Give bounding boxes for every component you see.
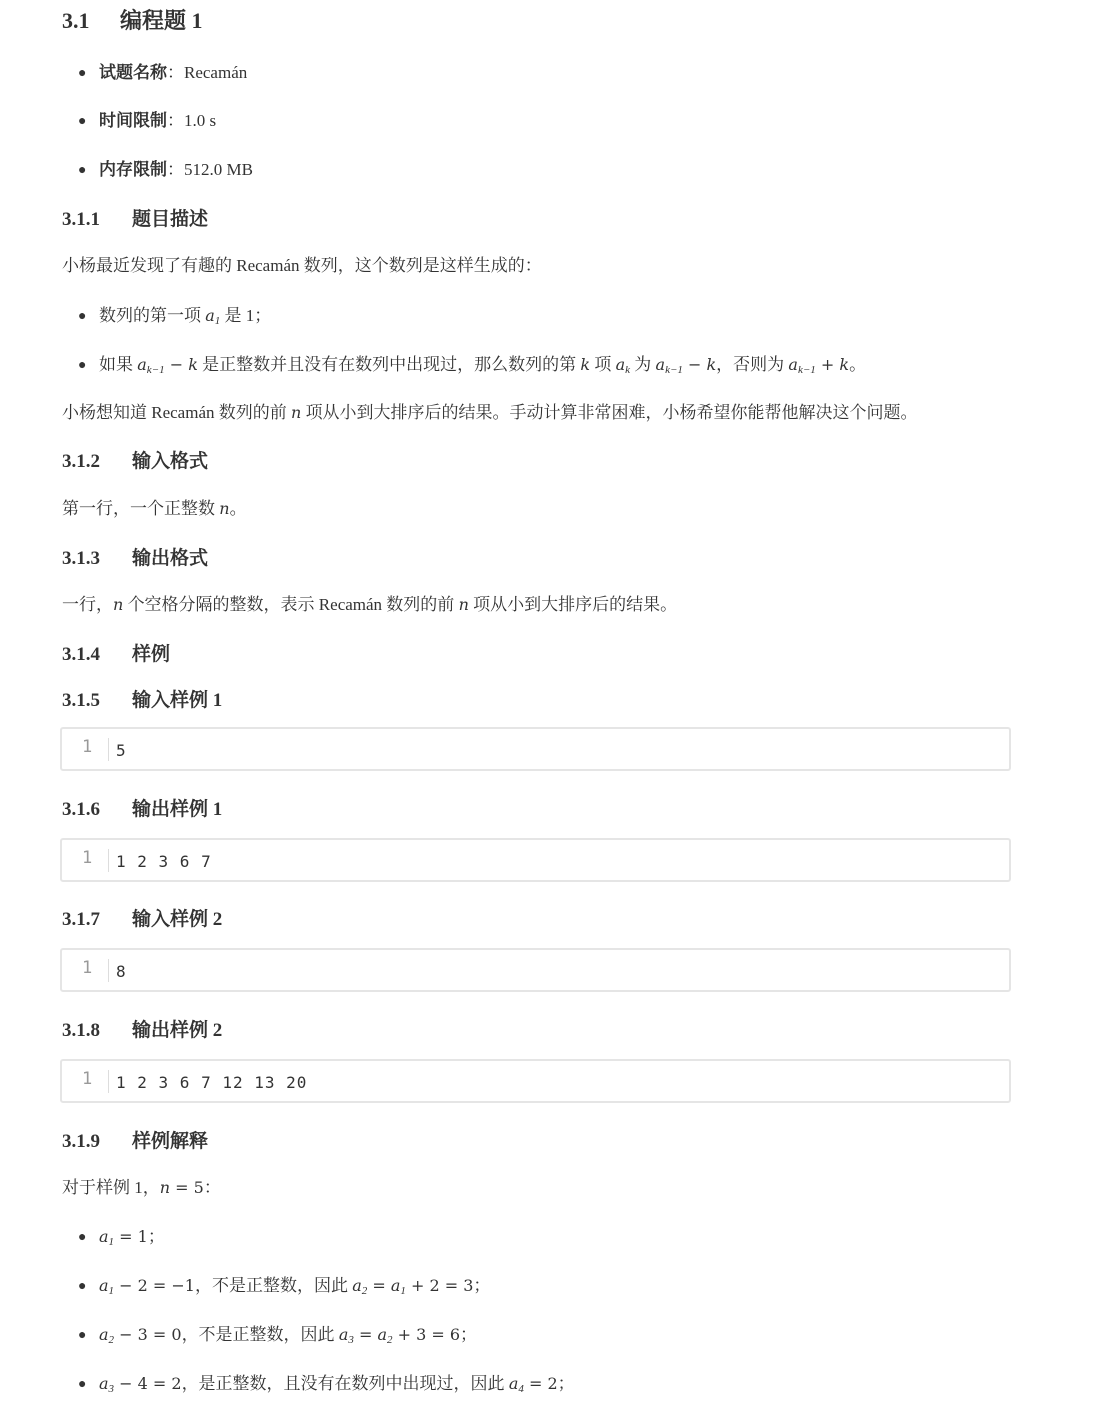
math-var: a <box>655 355 666 374</box>
text: 小杨想知道 Recamán 数列的前 <box>62 403 291 422</box>
subsection-heading-output-sample-2 <box>62 1015 222 1042</box>
subsection-heading-explanation <box>62 1126 208 1153</box>
gutter-divider <box>108 1070 109 1093</box>
math-expr: − 3 = 0 <box>114 1325 182 1344</box>
math-var: a <box>377 1325 387 1344</box>
math-sub: 4 <box>518 1383 524 1395</box>
code-text[interactable]: 8 <box>116 962 127 981</box>
rule-text: 是正整数并且没有在数列中出现过，那么数列的第 <box>197 355 581 374</box>
math-var: a <box>615 355 626 374</box>
description-intro: 小杨最近发现了有趣的 Recamán 数列，这个数列是这样生成的： <box>62 256 542 275</box>
output-format-text <box>62 590 677 615</box>
math-sub: 3 <box>348 1334 354 1346</box>
subsection-number: 3.1.9 <box>62 1131 100 1152</box>
subsection-title: 题目描述 <box>132 209 209 230</box>
math-sub: 1 <box>108 1285 115 1297</box>
rule-text: 为 <box>630 355 656 374</box>
subsection-number: 3.1.8 <box>62 1020 100 1041</box>
line-number: 1 <box>82 958 93 978</box>
math-expr: − 2 = −1 <box>114 1276 195 1295</box>
text: 个空格分隔的整数，表示 Recamán 数列的前 <box>123 595 459 614</box>
text: ； <box>557 1374 575 1393</box>
math-expr: + k <box>815 355 850 374</box>
math-var: a <box>137 355 147 374</box>
math-var: a <box>788 355 798 374</box>
math-sub: k−1 <box>665 364 683 376</box>
line-number: 1 <box>82 1069 93 1089</box>
description-task <box>62 398 918 423</box>
code-block-output-1[interactable] <box>60 838 1011 882</box>
subsection-title: 样例解释 <box>132 1131 209 1152</box>
meta-item-name: ● 试题名称：Recamán <box>78 63 248 82</box>
text: ，不是正整数，因此 <box>194 1276 353 1295</box>
math-expr: − k <box>682 355 717 374</box>
subsection-title: 样例 <box>132 644 171 665</box>
rule-item-1 <box>78 301 271 327</box>
meta-label: 时间限制 <box>99 111 167 130</box>
text: ，不是正整数，因此 <box>181 1325 339 1344</box>
text: ； <box>460 1325 477 1344</box>
bullet-icon: ● <box>78 1230 87 1245</box>
text: ： <box>203 1178 221 1197</box>
math-var: a <box>352 1276 362 1295</box>
explanation-intro <box>62 1173 221 1198</box>
code-text[interactable]: 1 2 3 6 7 12 13 20 <box>116 1073 308 1092</box>
math-expr: + 2 = 3 <box>405 1276 474 1295</box>
subsection-title: 输出样例 2 <box>132 1020 223 1041</box>
subsection-number: 3.1.5 <box>62 690 100 711</box>
subsection-number: 3.1.3 <box>62 548 100 569</box>
subsection-heading-description <box>62 204 208 231</box>
math-sub: 2 <box>361 1285 368 1297</box>
math-sub: 1 <box>214 315 221 327</box>
text: ； <box>147 1227 165 1246</box>
bullet-icon: ● <box>78 1377 87 1392</box>
subsection-number: 3.1.1 <box>62 209 100 230</box>
text: 一行， <box>62 595 113 614</box>
section-heading <box>62 4 203 35</box>
text: ，是正整数，且没有在数列中出现过，因此 <box>181 1374 509 1393</box>
subsection-title: 输入样例 2 <box>132 909 223 930</box>
bullet-icon: ● <box>78 163 87 178</box>
subsection-heading-input-sample-1 <box>62 685 222 712</box>
bullet-icon: ● <box>78 66 87 81</box>
math-var: n <box>113 595 124 614</box>
math-var: n <box>219 499 230 518</box>
math-var: a <box>338 1325 349 1344</box>
subsection-number: 3.1.6 <box>62 799 100 820</box>
explanation-step-4 <box>78 1369 575 1395</box>
subsection-heading-output-format <box>62 543 208 570</box>
line-number: 1 <box>82 737 93 757</box>
bullet-icon: ● <box>78 114 87 129</box>
code-text[interactable]: 5 <box>116 741 127 760</box>
input-format-text <box>62 494 247 519</box>
meta-value: Recamán <box>184 63 248 82</box>
math-sub: 1 <box>108 1236 115 1248</box>
math-expr: = <box>353 1325 378 1344</box>
meta-value: 512.0 MB <box>184 160 253 179</box>
math-expr: − 4 = 2 <box>114 1374 182 1393</box>
math-sub: k−1 <box>797 364 816 376</box>
math-var: a <box>99 1227 109 1246</box>
bullet-icon: ● <box>78 358 87 373</box>
math-expr: = 5 <box>170 1178 204 1197</box>
subsection-number: 3.1.7 <box>62 909 100 930</box>
gutter-divider <box>108 959 109 982</box>
explanation-step-1 <box>78 1222 165 1248</box>
code-block-input-1[interactable] <box>60 727 1011 771</box>
subsection-heading-input-sample-2 <box>62 904 222 931</box>
code-text[interactable]: 1 2 3 6 7 <box>116 852 212 871</box>
text: 项从小到大排序后的结果。 <box>468 595 678 614</box>
math-sub: k <box>625 364 631 376</box>
rule-text: 项 <box>590 355 616 374</box>
gutter-divider <box>108 738 109 761</box>
meta-value: 1.0 s <box>184 111 217 130</box>
code-block-output-2[interactable] <box>60 1059 1011 1103</box>
text: 对于样例 1， <box>62 1178 160 1197</box>
math-expr: = 1 <box>114 1227 148 1246</box>
subsection-number: 3.1.2 <box>62 451 100 472</box>
math-expr: = <box>367 1276 391 1295</box>
math-sub: 2 <box>386 1334 393 1346</box>
rule-text: 如果 <box>99 355 138 374</box>
math-var: a <box>99 1325 109 1344</box>
meta-label: 内存限制 <box>99 160 167 179</box>
bullet-icon: ● <box>78 1279 87 1294</box>
subsection-title: 输出样例 1 <box>132 799 223 820</box>
section-number: 3.1 <box>62 8 90 33</box>
math-sub: k−1 <box>146 364 165 376</box>
subsection-number: 3.1.4 <box>62 644 100 665</box>
rule-text: 数列的第一项 <box>99 306 206 325</box>
text: 。 <box>229 499 247 518</box>
rule-item-2 <box>78 350 866 376</box>
meta-item-time: ● 时间限制：1.0 s <box>78 111 217 130</box>
math-expr: + 3 = 6 <box>392 1325 460 1344</box>
rule-text: ，否则为 <box>716 355 789 374</box>
line-number: 1 <box>82 848 93 868</box>
meta-label: 试题名称 <box>99 63 167 82</box>
math-var: n <box>159 1178 171 1197</box>
math-var: n <box>458 595 469 614</box>
gutter-divider <box>108 849 109 872</box>
math-var: a <box>508 1374 519 1393</box>
text: ； <box>473 1276 491 1295</box>
math-var: k <box>580 355 591 374</box>
math-sub: 1 <box>400 1285 406 1297</box>
math-var: a <box>390 1276 401 1295</box>
text: 项从小到大排序后的结果。手动计算非常困难，小杨希望你能帮他解决这个问题。 <box>301 403 918 422</box>
explanation-step-2 <box>78 1271 490 1297</box>
rule-text: 。 <box>849 355 867 374</box>
subsection-title: 输入样例 1 <box>132 690 223 711</box>
math-var: n <box>291 403 302 422</box>
bullet-icon: ● <box>78 1328 87 1343</box>
text: 第一行，一个正整数 <box>62 499 220 518</box>
bullet-icon: ● <box>78 309 87 324</box>
subsection-heading-output-sample-1 <box>62 794 222 821</box>
explanation-step-3 <box>78 1320 477 1346</box>
meta-item-memory: ● 内存限制：512.0 MB <box>78 160 253 179</box>
subsection-title: 输入格式 <box>132 451 209 472</box>
section-title: 编程题 1 <box>120 8 203 33</box>
math-var: a <box>99 1374 109 1393</box>
code-block-input-2[interactable] <box>60 948 1011 992</box>
math-var: a <box>99 1276 109 1295</box>
subsection-title: 输出格式 <box>132 548 209 569</box>
math-var: a <box>205 306 215 325</box>
rule-text: 是 1； <box>220 306 272 325</box>
subsection-heading-samples <box>62 639 170 666</box>
math-sub: 2 <box>108 1334 115 1346</box>
math-expr: = 2 <box>523 1374 558 1393</box>
math-sub: 3 <box>108 1383 115 1395</box>
math-expr: − k <box>164 355 198 374</box>
subsection-heading-input-format <box>62 446 208 473</box>
